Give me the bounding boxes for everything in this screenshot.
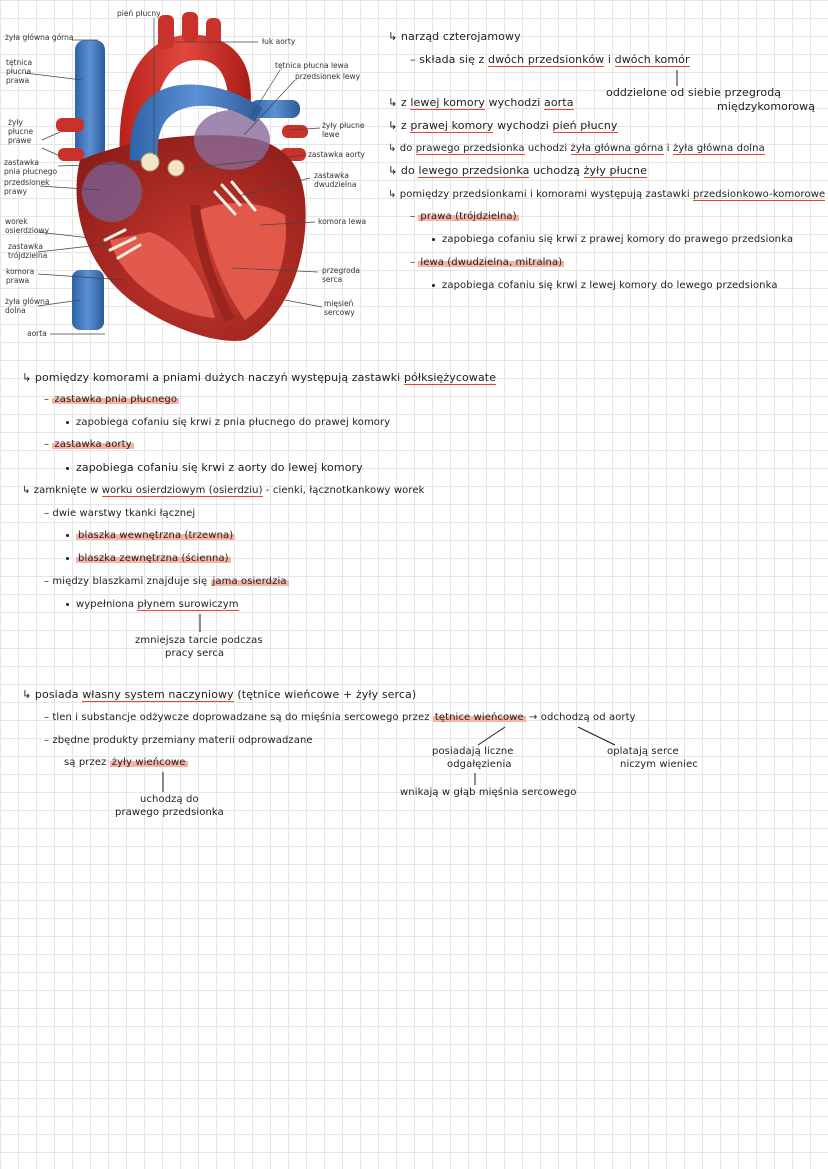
note-separated: oddzielone od siebie przegrodą [606, 86, 782, 99]
label-aorta: aorta [27, 329, 47, 338]
label-left-ventricle: komora lewa [318, 217, 367, 226]
note-right-atrium: ↳ do prawego przedsionka uchodzi żyła główna górna i żyła główna dolna [388, 143, 765, 154]
note-pericardium: ↳ zamknięte w worku osierdziowym (osierdziu) - cienki, łącznotkankowy worek [22, 485, 425, 496]
aorta-branch-1 [158, 15, 174, 49]
note-outer-layer: blaszka zewnętrzna (ścienna) [66, 552, 231, 566]
note-two-layers: – dwie warstwy tkanki łącznej [44, 508, 196, 519]
label-left-pulmonary-veins: żyły płucne lewe [322, 121, 365, 139]
label-right-ventricle: komora prawa [6, 267, 35, 285]
label-inferior-vena-cava: żyła główna dolna [5, 297, 50, 315]
note-serous-fluid: wypełniona płynem surowiczym [66, 598, 239, 612]
note-drain-to: uchodzą do [140, 794, 199, 805]
note-pericardial-cavity: – między blaszkami znajduje się jama osierdzia [44, 576, 287, 587]
note-mitral: – lewa (dwudzielna, mitralna) [410, 257, 563, 268]
note-penetrate: wnikają w głąb mięśnia sercowego [400, 787, 577, 798]
note-vessel-system: ↳ posiada własny system naczyniowy (tętnice wieńcowe + żyły serca) [22, 688, 417, 701]
note-oxygen-supply: – tlen i substancje odżywcze doprowadzane są do mięśnia sercowego przez tętnice wieńcowe → odchodzą od aorty [44, 712, 636, 723]
label-tricuspid-valve: zastawka trójdzielna [8, 242, 48, 260]
pulmonary-valve [141, 153, 159, 171]
note-tricuspid: – prawa (trójdzielna) [410, 211, 517, 222]
label-septum: przegroda serca [322, 266, 361, 284]
note-interventricular: międzykomorową [717, 100, 816, 113]
note-branches: odgałęzienia [447, 759, 512, 770]
note-aortic-valve: – zastawka aorty [44, 439, 132, 450]
label-pericardial-sac: worek osierdziowy [5, 217, 50, 235]
note-right-atrium-drain: prawego przedsionka [115, 807, 224, 818]
label-pulmonary-valve: zastawka pnia płucnego [4, 158, 58, 176]
note-four-chamber: ↳ narząd czterojamowy [388, 30, 521, 43]
label-pulmonary-trunk: pień płucny [117, 9, 161, 18]
label-left-pulmonary-artery: tętnica płucna lewa [275, 61, 349, 70]
note-heart-work: pracy serca [165, 648, 225, 659]
left-pulmonary-vein-1 [282, 125, 308, 138]
label-aortic-valve: zastawka aorty [308, 150, 365, 159]
right-atrium [82, 162, 142, 222]
label-mitral-valve: zastawka dwudzielna [314, 171, 357, 189]
label-right-atrium: przedsionek prawy [4, 178, 50, 196]
note-waste-removal: – zbędne produkty przemiany materii odprowadzane [44, 735, 313, 746]
note-aortic-valve-function: zapobiega cofaniu się krwi z aorty do lewej komory [66, 461, 363, 475]
note-coronary-veins: są przez żyły wieńcowe [64, 757, 186, 768]
label-aortic-arch: łuk aorty [262, 37, 296, 46]
note-many-branches: posiadają liczne [432, 746, 514, 757]
note-av-valves: ↳ pomiędzy przedsionkami i komorami występują zastawki przedsionkowo-komorowe [388, 189, 826, 200]
note-tricuspid-function: zapobiega cofaniu się krwi z prawej komory do prawego przedsionka [432, 233, 793, 247]
note-composition: – składa się z dwóch przedsionków i dwóch komór [410, 53, 690, 66]
note-reduces-friction: zmniejsza tarcie podczas [135, 635, 263, 646]
note-like-wreath: niczym wieniec [620, 759, 698, 770]
superior-vena-cava [75, 40, 105, 160]
note-wrap-heart: oplatają serce [607, 746, 679, 757]
note-pulmonary-valve: – zastawka pnia płucnego [44, 394, 178, 405]
note-mitral-function: zapobiega cofaniu się krwi z lewej komory do lewego przedsionka [432, 279, 778, 293]
inferior-vena-cava [72, 270, 104, 330]
note-left-ventricle: ↳ z lewej komory wychodzi aorta [388, 96, 574, 109]
label-heart-muscle: mięsień sercowy [324, 299, 355, 317]
label-left-atrium: przedsionek lewy [295, 72, 361, 81]
note-pulmonary-valve-function: zapobiega cofaniu się krwi z pnia płucnego do prawej komory [66, 416, 390, 430]
label-right-pulmonary-artery: tętnica płucna prawa [6, 58, 33, 85]
aorta-branch-2 [182, 12, 198, 42]
note-left-atrium: ↳ do lewego przedsionka uchodzą żyły płucne [388, 164, 647, 177]
note-right-ventricle: ↳ z prawej komory wychodzi pień płucny [388, 119, 618, 132]
aortic-valve [168, 160, 184, 176]
note-inner-layer: blaszka wewnętrzna (trzewna) [66, 529, 235, 543]
right-pulmonary-vein-1 [56, 118, 84, 132]
label-superior-vena-cava: żyła główna górna [5, 33, 74, 42]
label-right-pulmonary-veins: żyły płucne prawe [8, 118, 34, 145]
note-semilunar: ↳ pomiędzy komorami a pniami dużych naczyń występują zastawki półksiężycowate [22, 371, 497, 384]
right-pulmonary-vein-2 [58, 148, 84, 161]
